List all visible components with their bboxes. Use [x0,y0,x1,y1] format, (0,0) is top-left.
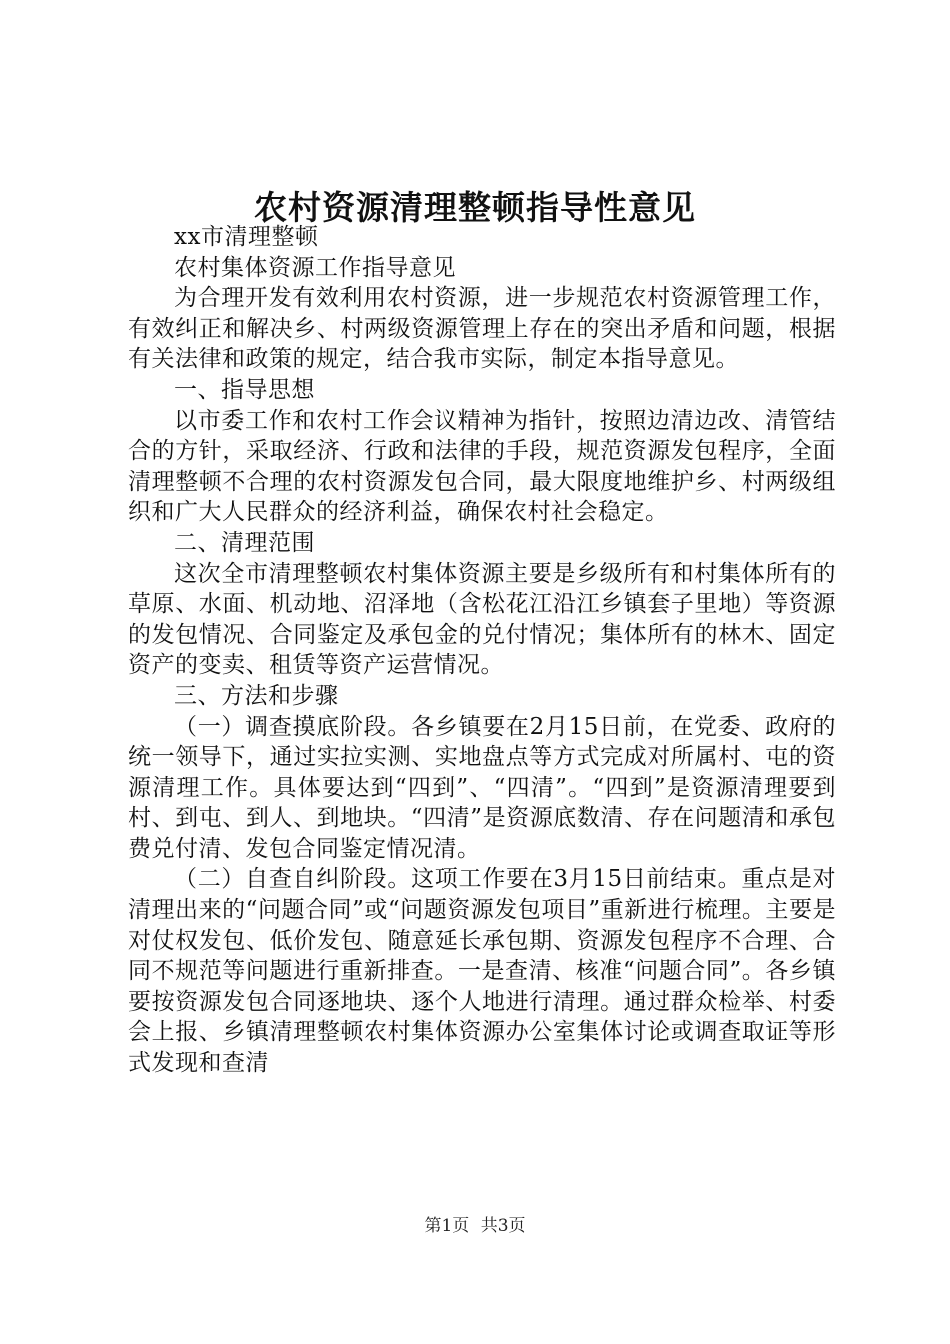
subtitle-line-1: xx市清理整顿 [174,224,319,250]
guiding-thought-paragraph: 以市委工作和农村工作会议精神为指针，按照边清边改、清管结合的方针，采取经济、行政和法律的手段，规范资源发包程序，全面清理整顿不合理的农村资源发包合同，最大限度地维护乡、村两级组织和广大人民群众的经济利益，确保农村社会稳定。 [128,407,836,526]
methods-step-2-paragraph: （二）自查自纠阶段。这项工作要在3月15日前结束。重点是对清理出来的“问题合同”或“问题资源发包项目”重新进行梳理。主要是对仗权发包、低价发包、随意延长承包期、资源发包程序不合理、合同不规范等问题进行重新排查。一是查清、核准“问题合同”。各乡镇要按资源发包合同逐地块、逐个人地进行清理。通过群众检举、村委会上报、乡镇清理整顿农村集体资源办公室集体讨论或调查取证等形式发现和查清 [128,866,836,1077]
subtitle-line-2: 农村集体资源工作指导意见 [174,254,456,281]
document-body [128,222,836,1079]
intro-paragraph: 为合理开发有效利用农村资源，进一步规范农村资源管理工作，有效纠正和解决乡、村两级资源管理上存在的突出矛盾和问题，根据有关法律和政策的规定，结合我市实际，制定本指导意见。 [128,285,836,373]
document-title: 农村资源清理整顿指导性意见 [254,188,696,227]
section-heading-methods: 三、方法和步骤 [174,682,339,709]
page-footer [0,1214,950,1238]
page-number-total: 共3页 [480,1216,526,1236]
methods-step-1-paragraph: （一）调查摸底阶段。各乡镇要在2月15日前，在党委、政府的统一领导下，通过实拉实测、实地盘点等方式完成对所属村、屯的资源清理工作。具体要达到“四到”、“四清”。“四到”是资源清理要到村、到屯、到人、到地块。“四清”是资源底数清、存在问题清和承包费兑付清、发包合同鉴定情况清。 [128,713,836,862]
section-heading-guiding-thought: 一、指导思想 [174,376,315,403]
scope-paragraph: 这次全市清理整顿农村集体资源主要是乡级所有和村集体所有的草原、水面、机动地、沼泽地（含松花江沿江乡镇套子里地）等资源的发包情况、合同鉴定及承包金的兑付情况；集体所有的林木、固定资产的变卖、租赁等资产运营情况。 [128,560,836,679]
page-number-current: 第1页 [424,1216,470,1236]
section-heading-scope: 二、清理范围 [174,529,315,556]
